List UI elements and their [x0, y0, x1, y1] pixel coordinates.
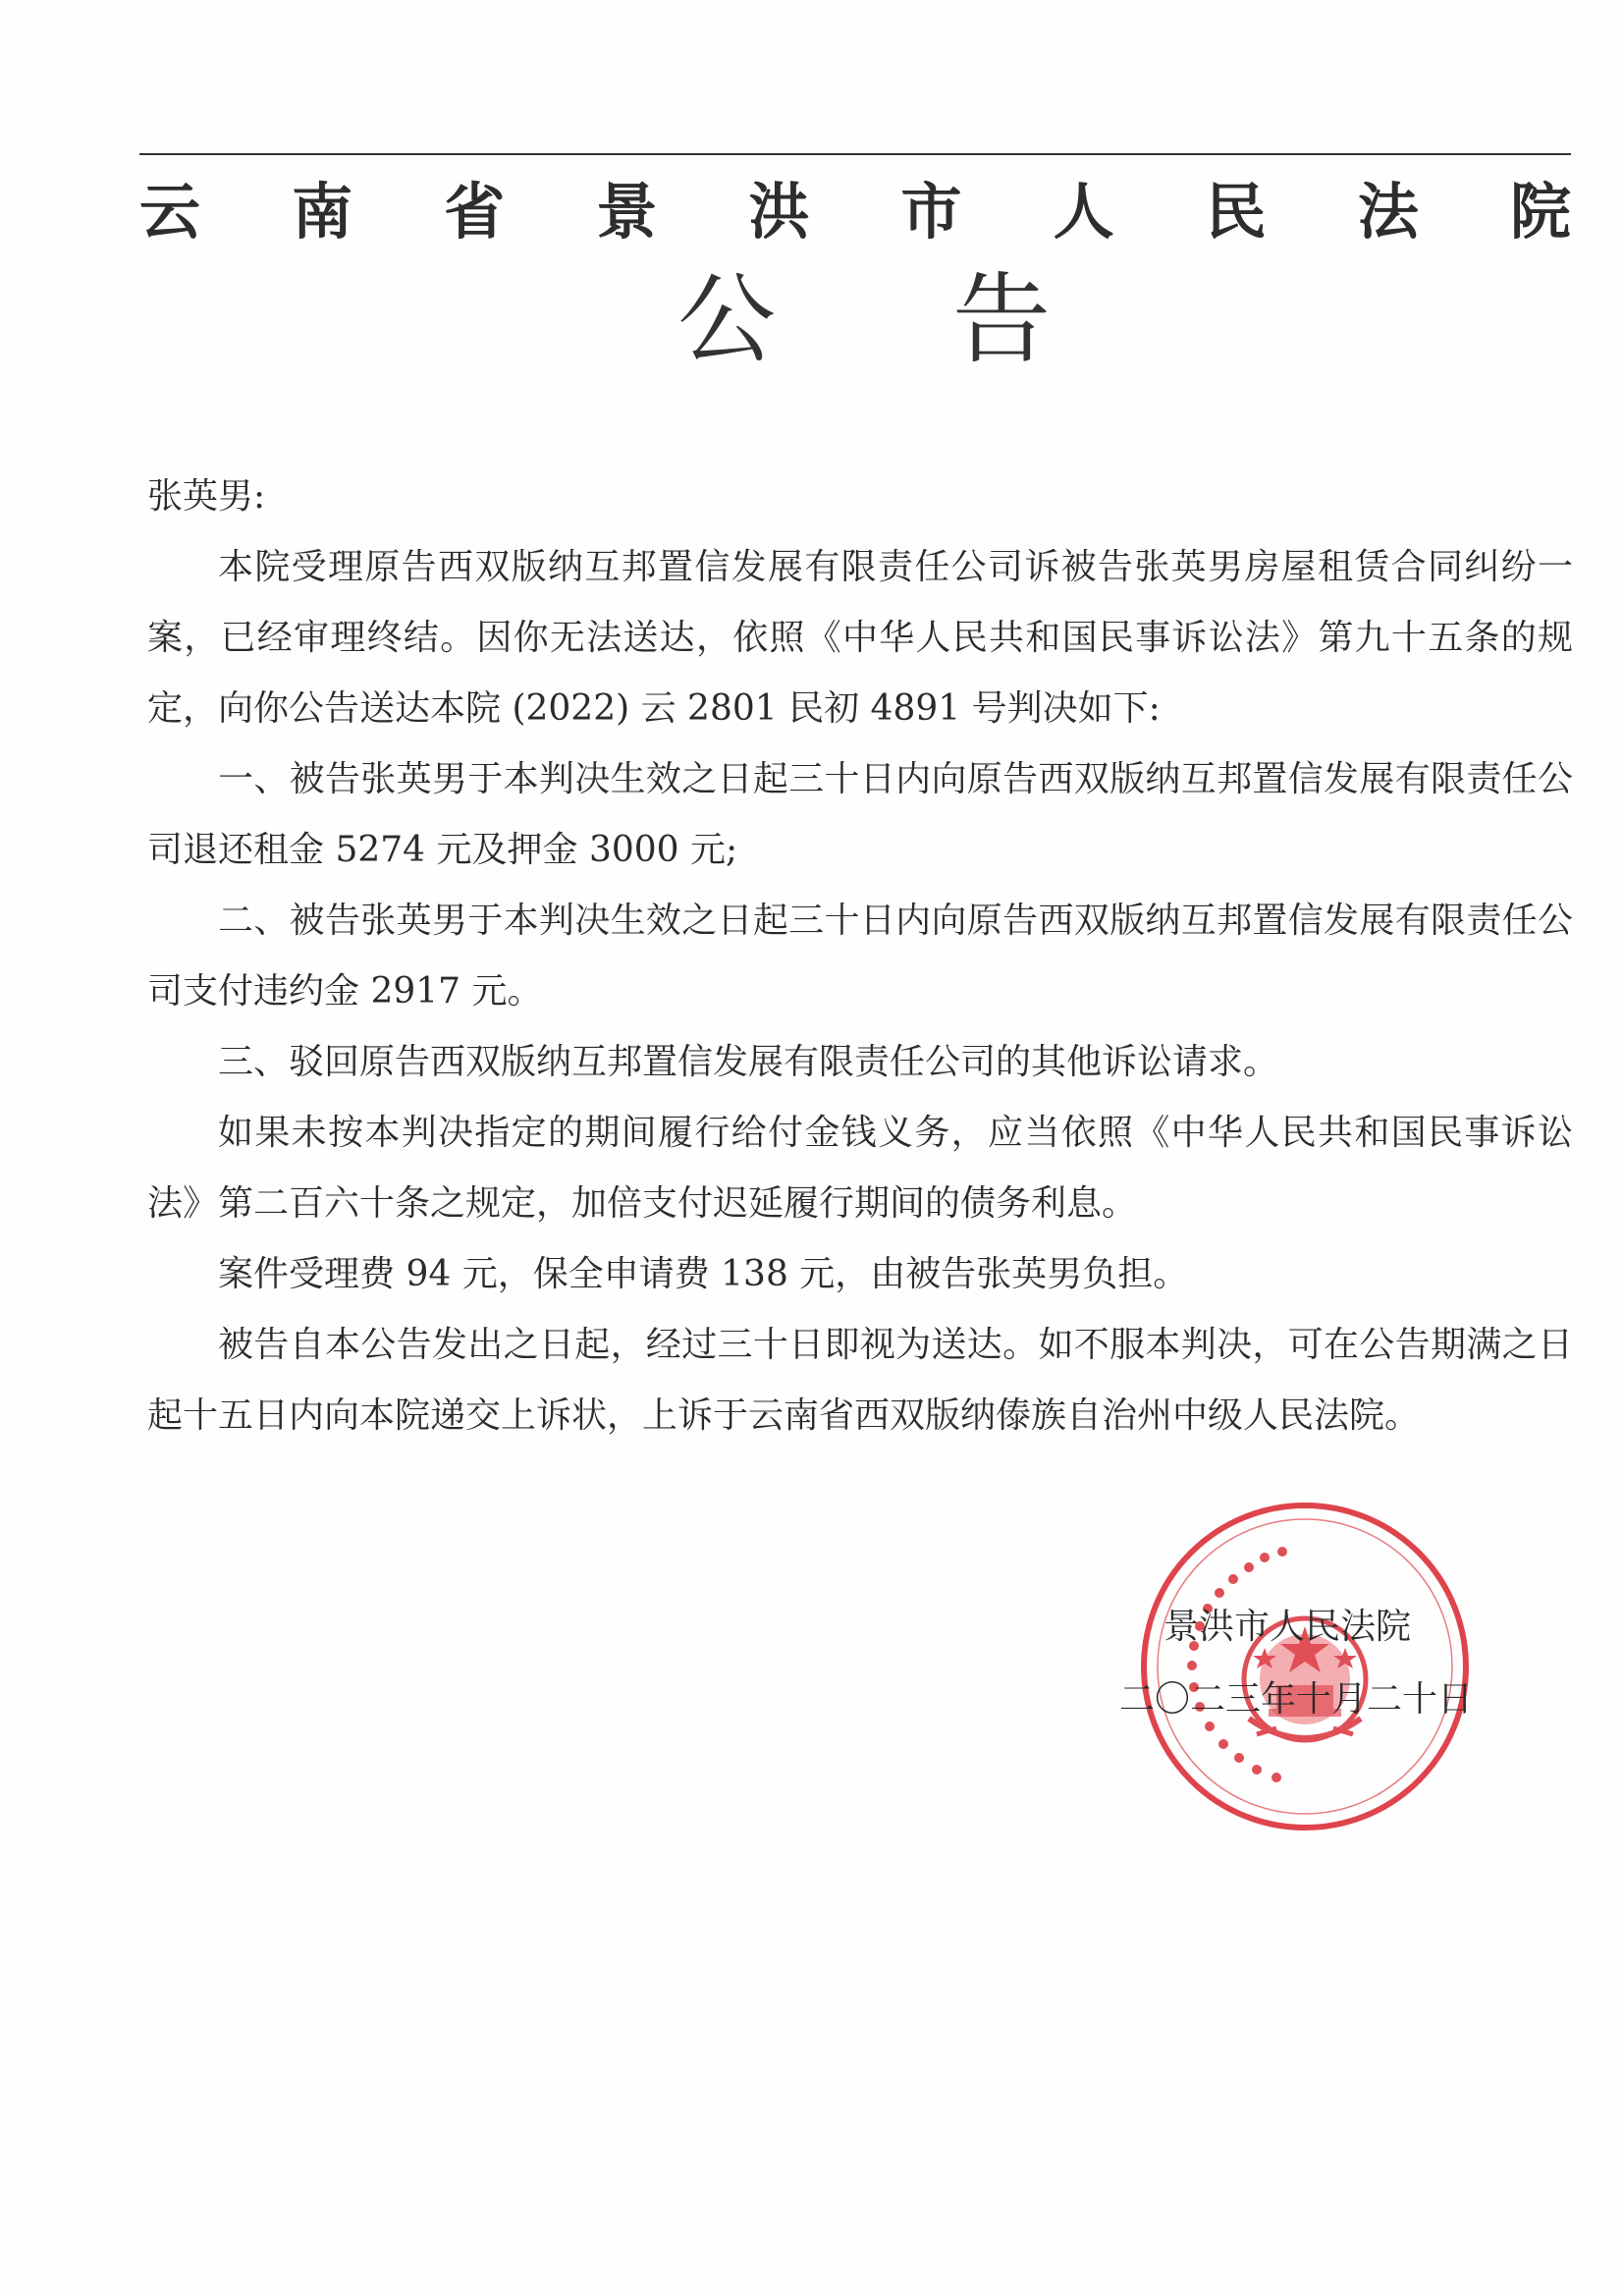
court-name-char: 民	[1205, 175, 1267, 247]
paragraph-judgment-item-2: 二、被告张英男于本判决生效之日起三十日内向原告西双版纳互邦置信发展有限责任公司支付违约金 2917 元。	[147, 901, 1573, 1011]
court-name-char: 云	[139, 175, 201, 247]
paragraph-interest-clause: 如果未按本判决指定的期间履行给付金钱义务，应当依照《中华人民共和国民事诉讼法》第二百六十条之规定，加倍支付迟延履行期间的债务利息。	[147, 1113, 1573, 1224]
court-name-char: 南	[292, 175, 353, 247]
title-char: 公	[677, 262, 776, 377]
paragraph-judgment-item-3: 三、驳回原告西双版纳互邦置信发展有限责任公司的其他诉讼请求。	[218, 1042, 1279, 1082]
signing-court: 景洪市人民法院	[1163, 1607, 1412, 1647]
court-name-char: 市	[900, 175, 962, 247]
notice-date: 二〇二三年十月二十日	[1119, 1679, 1474, 1720]
court-name-char: 洪	[748, 175, 810, 247]
court-name-heading	[139, 167, 1571, 246]
title-char: 告	[952, 262, 1051, 377]
paragraph-case-intro: 本院受理原告西双版纳互邦置信发展有限责任公司诉被告张英男房屋租赁合同纠纷一案，已经审理终结。因你无法送达，依照《中华人民共和国民事诉讼法》第九十五条的规定，向你公告送达本院 (2022) 云 2801 民初 4891 号判决如下:	[147, 547, 1573, 729]
paragraph-fees: 案件受理费 94 元，保全申请费 138 元，由被告张英男负担。	[218, 1254, 1189, 1294]
court-name-char: 法	[1357, 175, 1419, 247]
notice-body	[147, 462, 1573, 1451]
court-name-char: 人	[1053, 175, 1114, 247]
court-name-char: 省	[444, 175, 506, 247]
document-title	[677, 257, 1051, 377]
addressee: 张英男:	[147, 476, 266, 517]
paragraph-judgment-item-1: 一、被告张英男于本判决生效之日起三十日内向原告西双版纳互邦置信发展有限责任公司退还租金 5274 元及押金 3000 元;	[147, 759, 1573, 870]
signature-block	[1119, 1591, 1532, 1787]
court-name-char: 院	[1509, 175, 1571, 247]
paragraph-appeal: 被告自本公告发出之日起，经过三十日即视为送达。如不服本判决，可在公告期满之日起十五日内向本院递交上诉状，上诉于云南省西双版纳傣族自治州中级人民法院。	[147, 1325, 1573, 1436]
header-rule	[139, 153, 1571, 155]
court-name-char: 景	[596, 175, 658, 247]
